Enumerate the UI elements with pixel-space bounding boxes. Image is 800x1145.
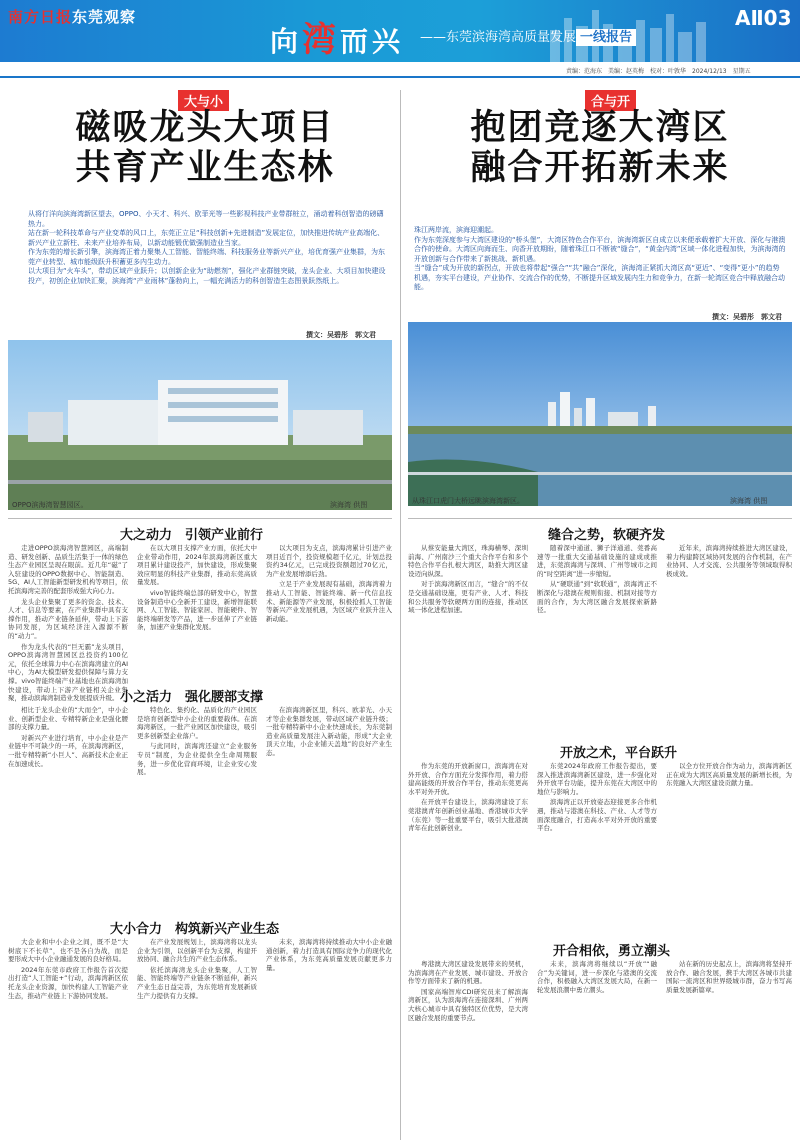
left-lead-p1: 从将仃洋向滨海湾新区望去，OPPO、小天才、科兴、欧菲光等一些影视科技产业带群桩立，涌动着科创智造的磅礴热力。 xyxy=(28,210,384,228)
s1-paragraph: 以大项目为支点，滨海湾累计引进产业项目近百个，投资规模超千亿元，计划总投资约34亿元，已完成投资额超过70亿元，为产业发展增添后劲。 xyxy=(266,544,392,578)
s5-column-2 xyxy=(537,762,657,934)
left-lead-p2: 站在新一轮科技革命与产业变革的风口上，东莞正立足“科技创新+先进制造”发展定位，加快推进传统产业高端化、新兴产业立新柱、未来产业培养布局，以新动能锻优做强制造业当家。 xyxy=(28,229,385,247)
s2-column-1 xyxy=(8,706,128,912)
right-photo xyxy=(408,322,792,506)
right-author: 撰文：吴碧彤 郭文君 xyxy=(712,313,782,321)
right-headline-line1: 抱团竞逐大湾区 xyxy=(470,108,730,148)
section-heading-small-vitality: 小之活力 强化腰部支撑 xyxy=(120,690,264,705)
right-lead xyxy=(414,226,786,293)
right-photo-credit: 滨海湾 供图 xyxy=(730,497,768,505)
s3-column-1 xyxy=(8,938,128,1138)
section-heading-opening: 开放之术，平台跃升 xyxy=(560,746,678,761)
s1-paragraph: 在以大项目支撑产业方面，依托大中企业带动作用，2024年滨海湾新区重大项目累计建设投产，加快建设，形成集聚效应明显的科技产业集群，推动东莞高质量发展。 xyxy=(137,544,257,587)
s6-column-1 xyxy=(408,960,528,1138)
section-heading-stitching: 缝合之势，软硬齐发 xyxy=(548,528,666,543)
s2-column-2 xyxy=(137,706,257,912)
left-photo-credit: 滨海湾 供图 xyxy=(330,501,368,509)
column-subtitle xyxy=(420,26,636,45)
s2-paragraph: 在滨海湾新区里，科兴、欧菲光、小天才等企业集群发展，带动区域产业链升级；一批专精特新中小企业快速成长，为东莞制造业高质量发展注入新动能，形成“大企业顶天立地，小企业铺天盖地”的良好产业生态。 xyxy=(266,706,392,757)
newspaper-name xyxy=(8,6,136,27)
s2-paragraph: 相比于龙头企业的“大而全”，中小企业、创新型企业、专精特新企业是强化腰部的支撑力量。 xyxy=(8,706,128,732)
left-headline xyxy=(20,108,390,188)
s1-column-3 xyxy=(266,544,392,680)
right-section-badge: 合与开 xyxy=(585,90,636,111)
s3-paragraph: 大企业和中小企业之间，既不是“大树底下不长草”，也不是各自为战，而是要形成大中小企业融通发展的良好格局。 xyxy=(8,938,128,964)
s1-paragraph: 走进OPPO滨海湾智慧园区，高端制造、研发创新、品质生活集于一体的绿色生态产业园区呈现在眼前。近几年“磁”了入驻建设的OPPO数据中心、智能制造、5G、AI人工智能新型研发机构等项目，依托滨海湾完善的配套形成强大向心力。 xyxy=(8,544,128,595)
left-author: 撰文：吴碧彤 郭文君 xyxy=(306,331,376,339)
s1-paragraph: vivo智能终端总部的研发中心，智慧设备制造中心全新开工建设，新增智能联网、人工智能、智能家居、智能硬件、智能终端研发等产品，进一步延伸了产业链条，加速产业集群化发展。 xyxy=(137,588,257,632)
right-lead-p1: 珠江两岸流，滨海迎潮起。 xyxy=(414,226,498,234)
right-headline xyxy=(410,108,790,188)
s1-paragraph: 立足于产业发展现有基础，滨海湾着力推动人工智能、智能终端、新一代信息技术、新能源等产业发展，积极抢抓人工智能等新兴产业发展机遇，为区域产业跃升注入新动能。 xyxy=(266,580,392,623)
s3-column-2 xyxy=(137,938,257,1138)
s6-paragraph: 未来，滨海湾将继续以“开放”“融合”为关键词，进一步深化与港澳的交流合作，积极融入大湾区发展大局，在新一轮发展浪潮中勇立潮头。 xyxy=(537,960,657,994)
right-photo-caption: 从珠江口虎门大桥远眺滨海湾新区。 xyxy=(412,497,524,505)
s5-paragraph: 作为东莞的开放新窗口，滨海湾在对外开放、合作方面充分发挥作用，着力搭建高能级的开放合作平台，推动东莞更高水平对外开放。 xyxy=(408,762,528,796)
s6-paragraph: 国家高端智库CDI研究员来了解滨海湾新区，认为滨海湾在连接深圳、广州两大核心城市中具有独特区位优势，是大湾区融合发展的重要节点。 xyxy=(408,987,528,1022)
center-divider xyxy=(400,90,401,1140)
left-lead-p4: 以大项目为“火车头”，带动区域产业跃升；以创新企业为“助燃剂”，强化产业群链突破，龙头企业、大项目加快建设投产，初创企业加快汇聚，滨海湾“产业雨林”蓬勃向上，一幅充满活力的科创智造生态图景跃然纸上。 xyxy=(28,267,386,285)
s2-paragraph: 特色化、集约化、品质化的产业园区是培育创新型中小企业的重要载体。在滨海湾新区，一批产业园区加快建设，吸引更多创新型企业落户。 xyxy=(137,706,257,740)
s6-column-3 xyxy=(666,960,792,1138)
s6-paragraph: 粤港澳大湾区建设发展带来的契机，为滨海湾在产业发展、城市建设、开放合作等方面带来了新的机遇。 xyxy=(408,960,528,986)
s5-paragraph: 在开放平台建设上，滨海湾建设了东莞港澳青年创新创业基地、香港城市大学（东莞）等一批重要平台，吸引大批港澳青年在此创新创业。 xyxy=(408,798,528,833)
left-top-divider xyxy=(8,518,392,519)
right-lead-p2: 作为东莞深度参与大湾区建设的“桥头堡”，大湾区特色合作平台，滨海湾新区自成立以来便承载着扩大开放、深化与港澳合作的使命。大湾区向海而生、向香开放期盼，随着珠江口不断被“缝合”，“黄金内湾”区域一体化进程加快，为滨海湾的开放创新与合作带来了新挑战、新机遇。 xyxy=(414,235,786,263)
s1-paragraph: 作为龙头代表的“巨无霸”龙头项目，OPPO滨海湾智慧园区总投资约100亿元，依托全球算力中心在滨海湾建立的AI中心，为AI大模型研发提供保障与算力支撑。vivo智能终端产业基地也在滨海湾加快建设，带动上下游产业链相关企业集聚，推动滨海湾制造业发展提质升级。 xyxy=(8,642,128,703)
s4-column-3 xyxy=(666,544,792,720)
section-heading-ride-tide: 开合相依，勇立潮头 xyxy=(553,944,671,959)
subtitle-highlight: 一线报告 xyxy=(576,29,636,46)
campus-photo-graphic xyxy=(8,340,392,510)
left-lead-p3: 作为东莞的增长新引擎，滨海湾正着力聚集人工智能、智能终端、科技服务业等新兴产业，培优育强产业集群，为东莞产业转型、城市能级跃升积蓄更多内生动力。 xyxy=(28,248,385,266)
bay-photo-graphic xyxy=(408,322,792,506)
s1-column-2 xyxy=(137,544,257,680)
subtitle-prefix: ——东莞滨海湾高质量发展 xyxy=(420,30,577,45)
s5-column-1 xyxy=(408,762,528,934)
column-title-part1: 向 xyxy=(270,25,303,58)
s6-paragraph: 站在新的历史起点上，滨海湾将坚持开放合作、融合发展，携手大湾区各城市共建国际一流湾区和世界级城市群，奋力书写高质量发展新篇章。 xyxy=(666,960,792,994)
s3-paragraph: 依托滨海湾龙头企业集聚，人工智能、智能终端等产业链条不断延伸，新兴产业生态日益完善，为东莞培育发展新质生产力提供有力支撑。 xyxy=(137,965,257,1000)
column-title-part2: 湾 xyxy=(302,20,341,60)
page-number: AⅡ03 xyxy=(735,6,792,30)
s4-paragraph: 随着深中通道、狮子洋通道、莞番高速等一批重大交通基础设施的建成或推进，东莞滨海湾与深圳、广州等城市之间的“时空距离”进一步缩短。 xyxy=(537,544,657,578)
s5-paragraph: 以全方位开放合作为动力，滨海湾新区正在成为大湾区高质量发展的新增长极，为东莞融入大湾区建设贡献力量。 xyxy=(666,762,792,788)
section-heading-joint-force: 大小合力 构筑新兴产业生态 xyxy=(110,922,280,937)
right-top-divider xyxy=(408,518,792,519)
header-rule xyxy=(0,76,800,78)
s4-paragraph: 从蔡安能量大湾区，珠海横琴、深圳前海、广州南沙三个重大合作平台和多个特色合作平台扎根大湾区，助推大湾区建设迈向纵深。 xyxy=(408,544,528,578)
s5-paragraph: 东莞2024年政府工作报告提出，要深入推进滨海湾新区建设，进一步强化对外开放平台功能，提升东莞在大湾区中的地位与影响力。 xyxy=(537,762,657,796)
s4-column-2 xyxy=(537,544,657,720)
right-lead-p3: 当“缝合”成为开放的新拐点，开放也将带起“强合”“共”融合”深化，滨海湾正紧抓大湾区高“更近”、“变得”更小”的趋势机遇，夯实平台建设，产业协作、交流合作的优势，不断提升区域发展内生力和竞争力，在新一轮湾区竞合中释放融合动能。 xyxy=(414,264,785,291)
s3-column-3 xyxy=(266,938,392,1138)
masthead-banner xyxy=(0,0,800,62)
s4-paragraph: 近年来，滨海湾持续推进大湾区建设，着力构建跨区域协同发展的合作机制，在产业协同、人才交流、公共服务等领域取得积极成效。 xyxy=(666,544,792,578)
right-headline-line2: 融合开拓新未来 xyxy=(470,148,730,188)
left-headline-line1: 磁吸龙头大项目 xyxy=(75,108,335,148)
edition-name: 东莞观察 xyxy=(72,8,137,26)
s5-column-3 xyxy=(666,762,792,934)
section-heading-big-power: 大之动力 引领产业前行 xyxy=(120,528,264,543)
s1-column-1 xyxy=(8,544,128,703)
s3-paragraph: 在产业发展规划上，滨海湾将以龙头企业为引领，以创新平台为支撑，构建开放协同、融合共生的产业生态体系。 xyxy=(137,938,257,964)
left-lead xyxy=(28,210,388,286)
s4-paragraph: 对于滨海湾新区而言，“缝合”的不仅是交通基础设施，更有产业、人才、科技和公共服务等软硬两方面的连接，推动区域一体化进程加速。 xyxy=(408,580,528,615)
left-headline-line2: 共育产业生态林 xyxy=(75,148,335,188)
left-photo xyxy=(8,340,392,510)
s4-paragraph: 从“硬联通”到“软联通”，滨海湾正不断深化与港澳在规则衔接、机制对接等方面的合作，为大湾区融合发展探索新路径。 xyxy=(537,580,657,615)
s2-paragraph: 对新兴产业进行培育，中小企业是产业链中不可缺少的一环，在滨海湾新区，一批专精特新“小巨人”、高新技术企业正在加速成长。 xyxy=(8,733,128,768)
s4-column-1 xyxy=(408,544,528,720)
column-title xyxy=(270,12,404,61)
column-title-part3: 而兴 xyxy=(340,25,405,58)
left-photo-caption: OPPO滨海湾智慧园区。 xyxy=(12,501,88,509)
s5-paragraph: 滨海湾正以开放姿态迎接更多合作机遇，推动与港澳在科技、产业、人才等方面深度融合，打造高水平对外开放的重要平台。 xyxy=(537,798,657,833)
left-section-badge: 大与小 xyxy=(178,90,229,111)
paper-title: 南方日报 xyxy=(8,8,73,26)
s2-paragraph: 与此同时，滨海湾还建立“企业服务专员”制度，为企业提供全生命周期服务，进一步优化营商环境，让企业安心发展。 xyxy=(137,742,257,777)
s3-paragraph: 2024年东莞市政府工作报告首次提出打造“人工智能+”行动，滨海湾新区依托龙头企业资源，加快构建人工智能产业生态，推动产业链上下游协同发展。 xyxy=(8,965,128,1000)
s3-paragraph: 未来，滨海湾将持续推动大中小企业融通创新，着力打造具有国际竞争力的现代化产业体系，为东莞高质量发展贡献更多力量。 xyxy=(266,938,392,972)
s1-paragraph: 龙头企业集聚了更多的资金、技术、人才、信息等要素，在产业集群中具有支撑作用，推动产业链条延伸，带动上下游协同发展，为区域经济注入源源不断的“动力”。 xyxy=(8,597,128,640)
s2-column-3 xyxy=(266,706,392,912)
s6-column-2 xyxy=(537,960,657,1138)
credit-line: 责编：范海东 美编：赵英梅 校对：叶敦华 2024/12/13 星期五 xyxy=(566,68,751,75)
